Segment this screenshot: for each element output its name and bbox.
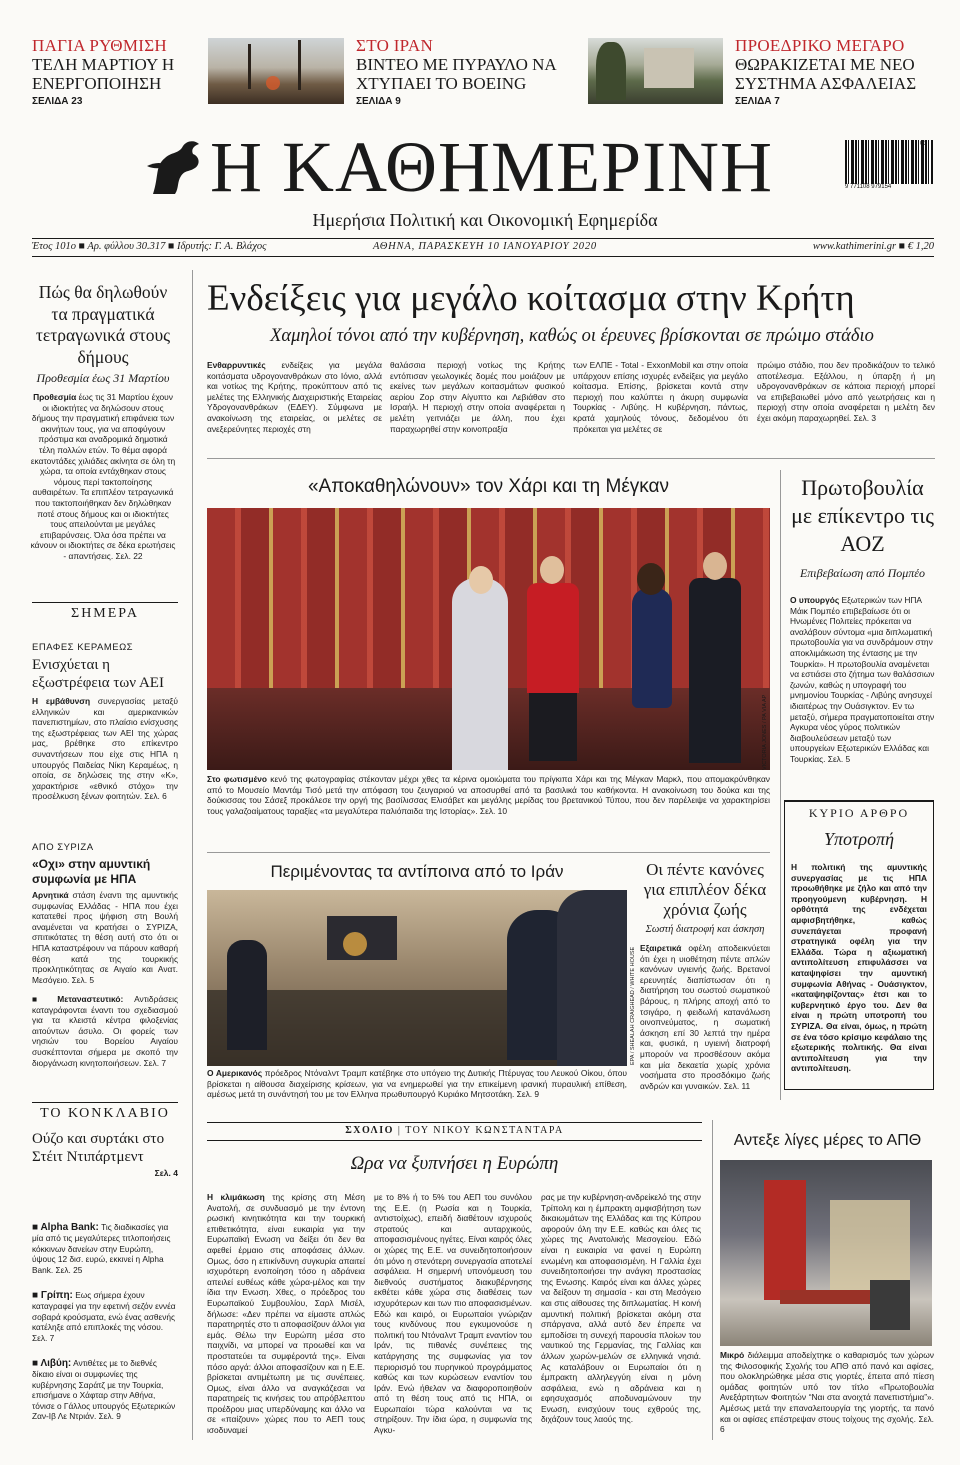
lead-lead-word: Ενθαρρυντικές [207,360,266,370]
teaser-kicker: ΣΤΟ ΙΡΑΝ [356,36,434,55]
lead-col-3: των ΕΛΠΕ - Total - ExxonMobil και στην οποία υπάρχουν επίσης ισχυρές ενδείξεις για μεγάλο κοίτασμα. Επίσης, βρίσκεται κοντά στην περιοχή που καλύπτει η άκυρη συμφωνία Τουρκίας - Λιβύης. Η κυβέρνηση, πάντως, κρατά χαμηλούς τόνους, δεδομένου ότι πρόκειται για μελέτες σε [573,360,748,434]
teaser-3[interactable] [735,36,935,107]
apth-caption [720,1350,934,1442]
lead-subtitle: Χαμηλοί τόνοι από την κυβέρνηση, καθώς οι έρευνες βρίσκονται σε πρώιμο στάδιο [270,326,874,346]
simera-lead-word: Η εμβάθυνση [32,696,91,706]
barcode-number: 9 771108 979154 [845,184,892,190]
health-subtitle: Σωστή διατροφή και άσκηση [645,924,765,935]
konklavio-briefs [32,1222,178,1442]
comment-col-2: με το 8% ή το 5% του ΑΕΠ του συνόλου της Ε.Ε. (η Ρωσία και η Τουρκία, αντιστοίχως), επειδή διαθέτουν ισχυρούς στρατούς και αυταρχικούς, αποφασισμένους ηγέτες. Είναι καιρός όλες οι χώρες της Ε.Ε. να συνειδητοποιήσουν ότι μόνο η στενότερη συνεργασία αποτελεί ασφάλεια. Η σημερινή υπονόμευση του διεθνούς συστήματος διακυβέρνησης εκθέτει κάθε χώρα στις διαθέσεις των ισχυρότερων και των πιο αποφασισμένων. Εδώ και καιρό, οι Ευρωπαίοι γνώριζαν τους κινδύνους που εγκυμονούσε η πολιτική του Ντόναλντ Τραμπ εναντίον του Ιράν, τις πιθανές συνέπειες της κατάργησης της συμφωνίας για τον περιορισμό του πυρηνικού προγράμματος καθώς και των κυρώσεων εναντίον του Ιράν. Ενώ ήθελαν να διαφοροποιηθούν από τη θέση τους από τις ΗΠΑ, οι Ευρωπαίοι τώρα καλούνται να τις στηρίξουν. Την ίδια ώρα, η συμφωνία της Αγκυ- [374,1192,532,1436]
comment-title: Ωρα να ξυπνήσει η Ευρώπη [350,1153,559,1174]
teaser-title: ΘΩΡΑΚΙΖΕΤΑΙ ΜΕ ΝΕΟ ΣΥΣΤΗΜΑ ΑΣΦΑΛΕΙΑΣ [735,55,917,93]
comment-col-1 [207,1192,365,1442]
simera-title: «Οχι» στην αμυντική συμφωνία με ΗΠΑ [32,857,151,886]
teaser-1[interactable] [32,36,197,107]
dateline-rule-top [32,238,934,239]
comment-text: της κρίσης στη Μέση Ανατολή, σε συνδυασμό με την έντονη ρωσική κινητικότητα και την τουρκική επιθετικότητα, είναι ευκαιρία για την Ευρωπαϊκή Ενωση να δείξει ότι δεν θα αφεθεί έρμαιο στις αποφάσεις άλλων. Ομως, όσο η επικίνδυνη συγκυρία απαιτεί ισχυρότερη ενοποίηση τόσο η αδράνεια απειλεί ευθέως κάθε χώρα-μέλος και την ίδια την Ενωση. Χθες, ο πρόεδρος του Ευρωπαϊκού Συμβουλίου, Σαρλ Μισέλ, δήλωσε: «Δεν πρέπει να είμαστε απλώς παρατηρητές στο τι αποφασίζουν άλλοι για εμάς. Θέλω την Ευρώπη μέσα στο παιχνίδι, να μπορεί να προωθεί και να προστατεύει τα συμφέροντά της». Είναι πόσο αργά: άλλοι αποφασίζουν και η Ε.Ε. βρίσκεται αντιμέτωπη με τις συνέπειες. Ομως, είναι άλλο να αναγκάζεσαι να παρατηρείς τις κινήσεις του απρόβλεπτου προέδρου μιας υπερδύναμης και άλλο να σε «παίζουν» χώρες που το ΑΕΠ τους ισοδυναμεί [207,1192,365,1436]
editorial-title: Υποτροπή [823,829,895,849]
pompeo-body [790,595,935,775]
simera-body [32,696,178,814]
konklavio-rule [32,1102,178,1103]
brief-text: Αντιθέτες με το διεθνές δίκαιο είναι οι συμφωνίες της κυβέρνησης Σαράτζ με την Τουρκία, επισήμανε ο Χάφταρ στην Αθήνα, τόνισε ο Γάλλος υπουργός Εξωτερικών Ζαν-Ιβ Λε Ντριάν. Σελ. 9 [32,1358,176,1422]
brief-text: Τις διαδικασίες για μία από τις μεγαλύτερες τιτλοποιήσεις κόκκινων δανείων στην Ευρώπη, ύψους 12 δισ. ευρώ, εκκινεί η Alpha Bank. Σελ. 25 [32,1222,171,1275]
health-story[interactable] [640,860,770,1093]
simera-extra [32,994,178,1078]
teaser-page: ΣΕΛΙΔΑ 7 [735,96,780,107]
teaser-kicker: ΠΑΓΙΑ ΡΥΘΜΙΣΗ [32,36,167,55]
lead-col-4: πρώιμο στάδιο, που δεν προδικάζουν το τελικό αποτέλεσμα. Εξάλλου, η ύπαρξη ή μη υδρογονανθράκων σε κάποια περιοχή μπορεί να επιβεβαιωθεί μόνο από γεωτρήσεις και η περιοχή στην οποία αναφέρεται η μελέτη δεν έχει ακόμη παραχωρηθεί. Σελ. 3 [757,360,935,423]
iran-caption-text: πρόεδρος Ντόναλντ Τραμπ κατέβηκε στο υπόγειο της Δυτικής Πτέρυγας του Λευκού Οίκου, όπου βρίσκεται η αίθουσα διαχείρισης κρίσεων, για να ενημερωθεί για την επικείμενη ιρανική πυραυλική επίθεση, αμέσως μετά τη συνάντησή του με τον Ελληνα πρωθυπουργό Κυριάκο Μητσοτάκη. Σελ. 9 [207,1068,627,1100]
dateline-rule-bottom [32,256,934,257]
lead-bottom-rule [207,458,935,459]
iran-top-rule [207,852,770,853]
royals-photo [207,508,770,770]
konklavio-title: Ούζο και συρτάκι στο Στέιτ Ντιπάρτμεντ [32,1131,165,1165]
dateline-center: ΑΘΗΝΑ, ΠΑΡΑΣΚΕΥΗ 10 ΙΑΝΟΥΑΡΙΟΥ 2020 [373,241,597,252]
health-text: οφέλη αποδεικνύεται ότι έχει η υιοθέτηση πέντε απλών κανόνων υγιεινής ζωής. Βρετανοί ερευνητές διαπίστωσαν ότι η διατήρηση του σωστού σωματικού βάρους, η πλήρης αποχή από το τσιγάρο, η φειδωλή κατανάλωση οινοπνεύματος, η σωματική άσκηση επί 30 λεπτά την ημέρα και, φυσικά, η υγιεινή διατροφή μπορούν να προσθέσουν ακόμα και μία δεκαετία χωρίς χρόνια νοσήματα στο προσδόκιμο ζωής ανδρών και γυναικών. Σελ. 11 [640,943,770,1091]
simera-item-2[interactable] [32,842,178,1078]
brief-item[interactable] [32,1358,178,1442]
comment-label: ΣΧΟΛΙΟ [345,1125,394,1136]
iran-photo [207,890,627,1066]
comment-top-rule [207,1122,702,1123]
left-story-lead-word: Προθεσμία [33,392,77,402]
pompeo-text: Εξωτερικών των ΗΠΑ Μάικ Πομπέο επιβεβαίωσε ότι οι Ηνωμένες Πολιτείες πρόκειται να αναλάβουν σύντομα «μια διπλωματική πρωτοβουλία για να συνδράμουν στην αποκλιμάκωση της έντασης με την Τουρκία». Η πρωτοβουλία αναμένεται να εστιάσει στο ζήτημα των θαλάσσιων ζωνών, καθώς η υπογραφή του μνημονίου Τουρκίας - Λιβύης ανησυχεί ιδιαιτέρως την Ουάσιγκτον. Εν τω μεταξύ, σήμερα πραγματοποιείται στην Αγκυρα νέος γύρος πολιτικών διαβουλεύσεων μεταξύ των υπουργείων Εξωτερικών Ελλάδας και Τουρκίας. Σελ. 5 [790,595,935,764]
brief-lead: ■ Λιβύη: [32,1358,72,1369]
barcode-icon [845,140,933,192]
teaser-3-photo [588,38,723,104]
pompeo-lead-word: Ο υπουργός [790,595,840,605]
griffin-emblem-icon [145,136,205,198]
health-lead-word: Εξαιρετικά [640,943,682,953]
comment-side-rule [712,1120,713,1440]
brief-item[interactable] [32,1222,178,1284]
editorial-label: ΚΥΡΙΟ ΑΡΘΡΟ [808,806,910,820]
lead-title: Ενδείξεις για μεγάλο κοίτασμα στην Κρήτη [207,278,855,319]
barcode-issue: 01 [920,141,927,147]
simera-body [32,890,178,990]
lead-col-2: θαλάσσια περιοχή νοτίως της Κρήτης εντόπισαν γεωλογικές δομές που μοιάζουν με εκείνες των μεγάλων κοιτασμάτων φυσικού αερίου Ζορ στην Αίγυπτο και Λεβιάθαν στο Ισραήλ. Η περιοχή στην οποία αναφέρεται η μελέτη γειτνιάζει με άλλη, που έχει παραχωρηθεί στην κοινοπραξία [390,360,565,434]
pompeo-title: Πρωτοβουλία με επίκεντρο τις ΑΟΖ [791,475,934,556]
left-column-rule [192,270,193,1440]
simera-item-1[interactable] [32,642,178,814]
teaser-page: ΣΕΛΙΔΑ 9 [356,96,401,107]
dateline-right: www.kathimerini.gr ■ € 1,20 [812,241,934,252]
brief-lead: ■ Γρίπη: [32,1290,73,1301]
editorial-box[interactable] [784,800,934,1090]
simera-kicker: ΕΠΑΦΕΣ ΚΕΡΑΜΕΩΣ [32,642,134,653]
lead-text: ενδείξεις για μεγάλα κοιτάσματα υδρογονανθράκων στο Ιόνιο, αλλά και νοτίως της Κρήτης, προκύπτουν από τις μελέτες της Ελληνικής Διαχειριστικής Εταιρείας Υδρογονανθράκων (ΕΔΕΥ). Σύμφωνα με ανακοίνωση της εταιρείας, οι μελέτες σε ανεξερεύνητες περιοχές στη [207,360,382,434]
left-story-title: Πώς θα δηλωθούν τα πραγματικά τετραγωνικά στους δήμους [35,282,171,367]
simera-title: Ενισχύεται η εξωστρέφεια των ΑΕΙ [32,657,164,691]
health-title: Οι πέντε κανόνες για επιπλέον δέκα χρόνια ζωής [643,860,767,919]
simera-rule [32,602,178,603]
left-story[interactable] [30,282,176,584]
iran-title: Περιμένοντας τα αντίποινα από το Ιράν [270,862,564,881]
comment-author: ΤΟΥ ΝΙΚΟΥ ΚΩΝΣΤΑΝΤΑΡΑ [405,1125,564,1136]
konklavio-label: ΤΟ ΚΟΝΚΛΑΒΙΟ [40,1106,170,1121]
iran-photo-credit: EPA / SHEALAH CRAIGHEAD / WHITE HOUSE [630,946,636,1065]
teaser-1-photo [208,38,344,104]
teaser-page: ΣΕΛΙΔΑ 23 [32,96,83,107]
konklavio-page: Σελ. 4 [154,1168,178,1178]
iran-caption [207,1068,627,1106]
teaser-kicker: ΠΡΟΕΔΡΙΚΟ ΜΕΓΑΡΟ [735,36,905,55]
simera-text: στάση έναντι της αμυντικής συμφωνίας Ελλάδας - ΗΠΑ που έχει κατατεθεί προς ψήφιση στη Βουλή αναμένεται να κρατήσει ο ΣΥΡΙΖΑ, σπιτικότατες τη θέση αυτή στο ότι οι ΗΠΑ καταστρέφουν να πάρουν καθαρή θέση κατά της τουρκικής προκλητικότητας σε Αιγαίο και Ανατ. Μεσόγειο. Σελ. 5 [32,890,178,985]
health-body [640,943,770,1093]
brief-lead: ■ Alpha Bank: [32,1222,99,1233]
comment-divider: | [397,1125,402,1136]
konklavio-story[interactable] [32,1130,178,1178]
comment-header [207,1125,702,1136]
teaser-title: ΤΕΛΗ ΜΑΡΤΙΟΥ Η ΕΝΕΡΓΟΠΟΙΗΣΗ [32,55,175,93]
pompeo-story[interactable] [790,474,935,775]
left-story-body [30,392,176,584]
simera-text: συνεργασίας μεταξύ ελληνικών και αμερικανικών πανεπιστημίων, στο πλαίσιο ενίσχυσης της εξωστρέφειας των ΑΕΙ της χώρας μας, βρέθηκε στο επίκεντρο συναντήσεων που είχε στις ΗΠΑ η υπουργός Παιδείας Νίκη Κεραμέως, η οποία, σε δηλώσεις της στην «Κ», χαρακτήρισε «εθνικό στόχο» την προσέλκυση ξένων φοιτητών. Σελ. 6 [32,696,178,802]
dateline-left: Έτος 101ο ■ Αρ. φύλλου 30.317 ■ Ιδρυτής: Γ. Α. Βλάχος [32,241,267,252]
left-story-subtitle: Προθεσμία έως 31 Μαρτίου [36,371,170,385]
apth-caption-text: διάλειμμα αποδείχτηκε ο καθαρισμός των χώρων της Φιλοσοφικής Σχολής του ΑΠΘ από πανό και αφίσες, που ολοκληρώθηκε μέσα στις γιορτές, έπειτα από πίεση ομάδας φοιτητών υπό τον τίτλο «Πρωτοβουλία Ανεξάρτητων Φοιτητών “Ναι στα ανοιχτά πανεπιστήμια”». Αμέσως μετά την επαναλειτουργία της γιορτής, τα πανό και οι αφίσες επέστρεψαν στους τοίχους της σχολής. Σελ. 6 [720,1350,934,1435]
simera-kicker: ΑΠΟ ΣΥΡΙΖΑ [32,842,94,853]
masthead-name: Η ΚΑΘΗΜΕΡΙΝΗ [210,127,774,207]
lead-col-1 [207,360,382,446]
brief-text: Εως σήμερα έχουν καταγραφεί για την εφετινή σεζόν εννέα σοβαρά κρούσματα, ενώ ένας ασθενής κατέληξε από επιπλοκές της νόσου. Σελ. 7 [32,1290,176,1343]
masthead-tagline: Ημερήσια Πολιτική και Οικονομική Εφημερίδα [312,210,658,230]
left-story-text: έως τις 31 Μαρτίου έχουν οι ιδιοκτήτες να δηλώσουν στους δήμους την πραγματική επιφάνεια των ακινήτων τους, για να αποφύγουν πρόστιμα και αναδρομικά δημοτικά τέλη πολλών ετών. Το θέμα αφορά εκατοντάδες χιλιάδες ακίνητα σε όλη τη χώρα, τα οποία εντάχθηκαν στους νόμους περί τακτοποίησης αυθαιρέτων. Τα επιπλέον τετραγωνικά που τακτοποιήθηκαν δεν δηλώθηκαν ποτέ στους δήμους και οι ιδιοκτήτες τους απειλούνται με μεγάλες επιβαρύνσεις. Όλα όσα πρέπει να κάνουν οι ιδιοκτήτες σε δέκα ερωτήσεις - απαντήσεις. Σελ. 22 [30,392,176,561]
comment-col-3: ρας με την κυβέρνηση-ανδρείκελό της στην Τρίπολη και η έμπρακτη αμφισβήτηση των δικαιωμάτων της Ελλάδας και της Κύπρου αφορούν όλη την Ε.Ε. καθώς και όλες τις χώρες της Ανατολικής Μεσογείου. Εδώ είναι η ευκαιρία να φανεί η Ευρώπη ενωμένη και αποφασισμένη. Η Γαλλία έχει συνειδητοποιήσει την ανάγκη προστασίας της Ενωσης. Καιρός είναι και άλλες χώρες να δείξουν τη σημασία - και στη Μεσόγειο και στις αίθουσες της διπλωματίας. Η κοινή αμυντική πολιτική βρίσκεται ακόμη στα σπάργανα, αλλά αυτό δεν έπρεπε να εμποδίσει τη συνεχή παρουσία πλοίων του ναυτικού της Γερμανίας, της Γαλλίας και άλλων χωρών-μελών σε ελληνικά νησιά. Ας καταλάβουν οι Ευρωπαίοι ότι η έμπρακτη αλληλεγγύη είναι η μόνη ασφάλεια, ενώ η αδράνεια και η εφησυχασμός αποδυναμώνουν την Ενωση, ενισχύουν τους εχθρούς της, διχάζουν τους λαούς της. [541,1192,701,1425]
simera-lead-word: Αρνητικά [32,890,69,900]
royals-lead-word: Στο φωτισμένο [207,774,268,784]
royals-title: «Αποκαθηλώνουν» τον Χάρι και τη Μέγκαν [307,476,670,497]
teaser-title: ΒΙΝΤΕΟ ΜΕ ΠΥΡΑΥΛΟ ΝΑ ΧΤΥΠΑΕΙ ΤΟ BOEING [356,55,556,93]
royals-caption [207,774,770,838]
brief-item[interactable] [32,1290,178,1354]
right-column-rule [780,470,781,1100]
comment-lead-word: Η κλιμάκωση [207,1192,265,1202]
apth-photo [720,1160,932,1346]
royals-caption-text: κενό της φωτογραφίας στέκονταν μέχρι χθες τα κέρινα ομοιώματα του πρίγκιπα Χάρι και της Μέγκαν Μαρκλ, που απομακρύνθηκαν από το Μουσείο Μαντάμ Τισό μετά την απόφαση του ζευγαριού να αποσυρθεί από τα βασιλικά του καθήκοντα. Η ανακοίνωση του δούκα και της δούκισσας του Σάσεξ προκάλεσε την οργή της βασίλισσας Ελισάβετ και μεγάλης μερίδας του βρετανικού Τύπου, που δεν παρέλειψε να χαρακτηρίσει τους γαλαζοαίματους ταραξίες «τα μεγαλύτερα παλιόπαιδα της Ιστορίας». Σελ. 10 [207,774,770,816]
apth-lead-word: Μικρό [720,1350,745,1360]
editorial-body: Η πολιτική της αμυντικής συνεργασίας με τις ΗΠΑ προωθήθηκε με ζήλο και από την προηγούμενη κυβέρνηση. Η ορθότητά της ενδέχεται αμφισβητήθηκε, καθώς συνεπάγεται προφανή στρατηγικά οφέλη για την Ελλάδα. Τώρα η αξιωματική αντιπολίτευση επιφυλάσσει να καταψηφίσει την αμυντική συμφωνία Αθήνας - Ουάσιγκτον, «καταψηφίζοντας» έτσι και το κυβερνητικό έργο του. Δεν θα είναι η πρώτη υποτροπή του ΣΥΡΙΖΑ. Θα είναι, όμως, η πρώτη σε ένα τόσο κρίσιμο κεφάλαιο της εξωτερικής πολιτικής. Θα είναι αντιπολίτευση για την αντιπολίτευση. [791,862,927,1074]
simera-label: ΣΗΜΕΡΑ [71,606,139,621]
teaser-2[interactable] [356,36,556,107]
iran-lead-word: Ο Αμερικανός [207,1068,263,1078]
comment-header-rule [207,1140,702,1141]
apth-title: Αντεξε λίγες μέρες το ΑΠΘ [733,1132,922,1149]
pompeo-subtitle: Επιβεβαίωση από Πομπέο [799,566,926,580]
royals-photo-credit: VICTORIA JONES / PA VIA AP [762,694,768,770]
simera-extra-lead: ■ Μεταναστευτικό: [32,994,124,1004]
simera-extra-text: Αντιδράσεις καταγράφονται έναντι του σχεδιασμού για τα κλειστά κέντρα φιλοξενίας αιτούντων άσυλο. Οι φορείς των νησιών του Βορείου Αιγαίου συσκέπτονται σήμερα με σκοπό την διοργάνωση κινητοποιήσεων. Σελ. 7 [32,994,178,1068]
